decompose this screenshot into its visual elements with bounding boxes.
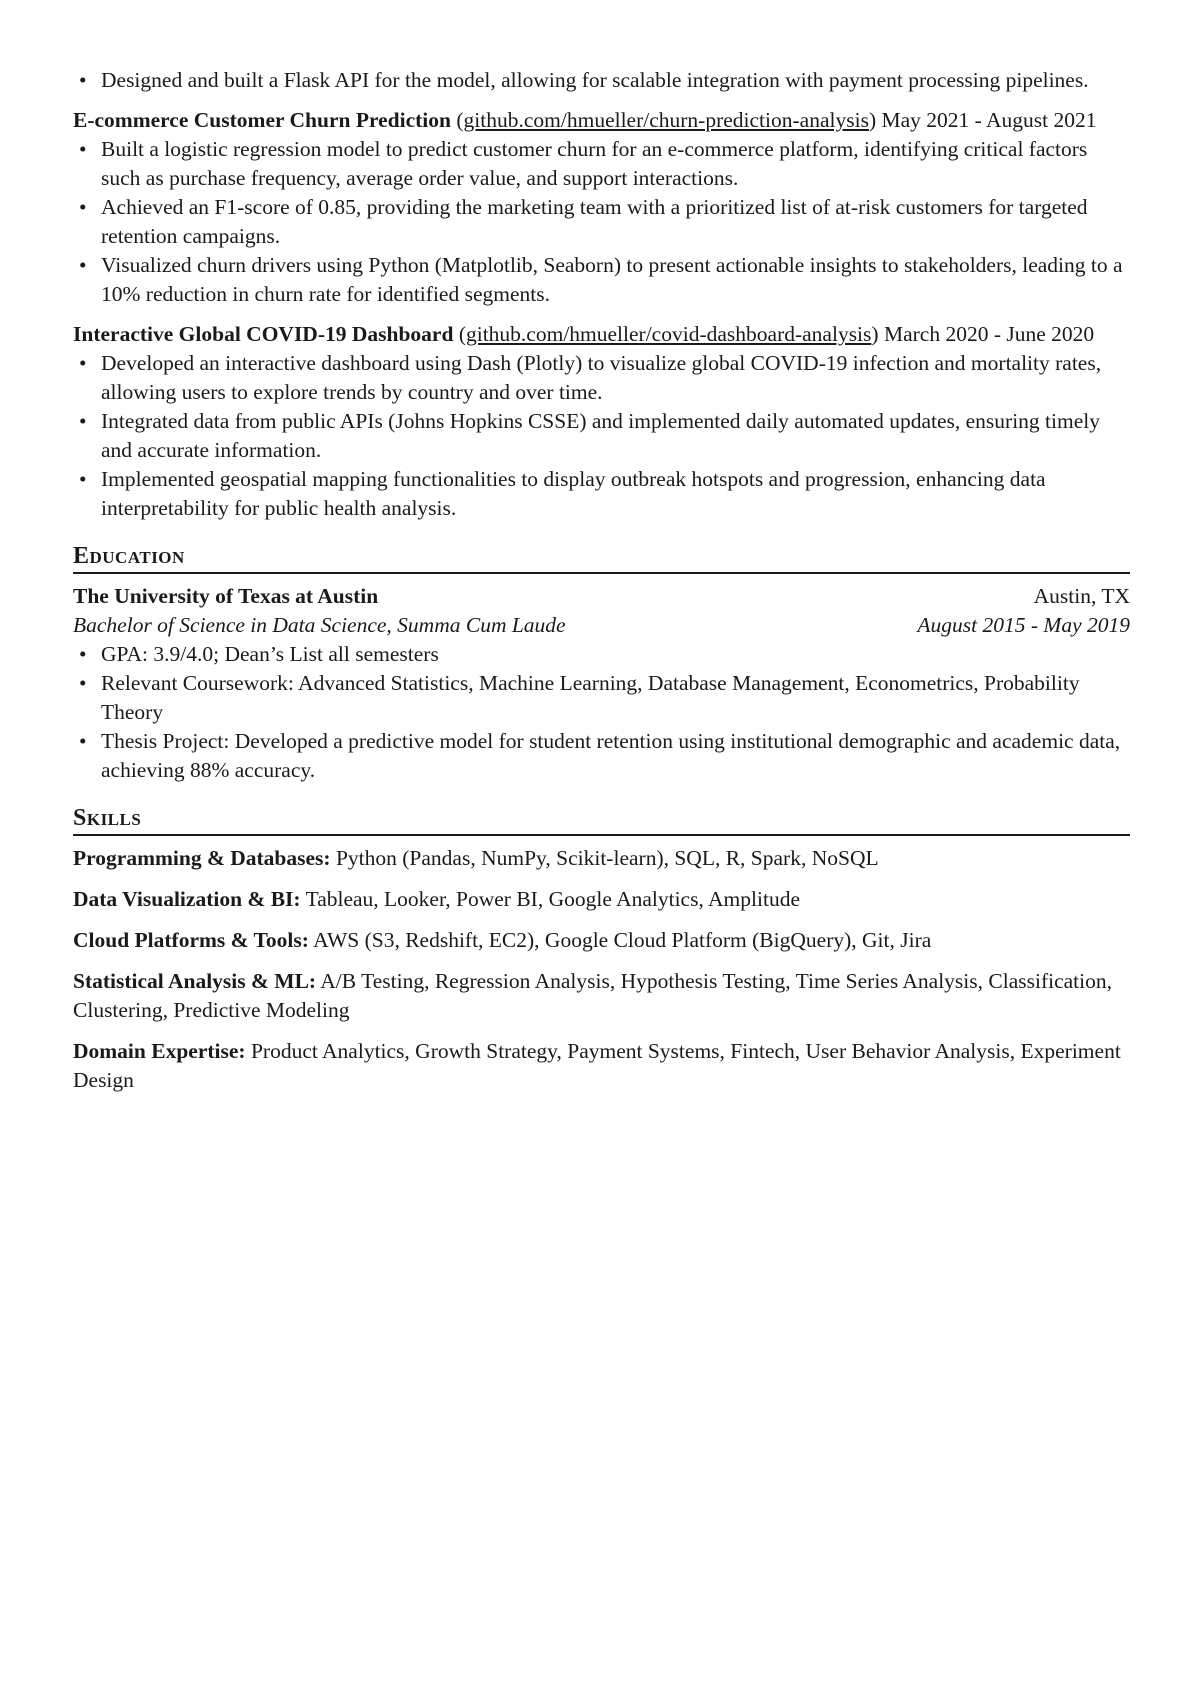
bullet-item: • Integrated data from public APIs (Johns Hopkins CSSE) and implemented daily automated updates, ensuring timely and accurate information. [73,407,1130,465]
degree: Bachelor of Science in Data Science, Summa Cum Laude [73,613,566,637]
skill-line [73,885,1130,914]
bullet-item: • Developed an interactive dashboard using Dash (Plotly) to visualize global COVID-19 infection and mortality rates, allowing users to explore trends by country and over time. [73,349,1130,407]
project-header: E-commerce Customer Churn Prediction (github.com/hmueller/churn-prediction-analysis) May 2021 - August 2021 [73,108,1097,132]
project-dates: March 2020 - June 2020 [883,322,1095,346]
skill-value: Python (Pandas, NumPy, Scikit-learn), SQL, R, Spark, NoSQL [335,846,879,870]
bullet-item: • Built a logistic regression model to predict customer churn for an e-commerce platform, identifying critical factors such as purchase frequency, average order value, and support interactions. [73,135,1130,193]
bullet-item: • Implemented geospatial mapping functionalities to display outbreak hotspots and progression, enhancing data interpretability for public health analysis. [73,465,1130,523]
skill-line [73,967,1130,1025]
education-degree-row [73,611,1130,640]
skill-line [73,1037,1130,1095]
project-link[interactable]: github.com/hmueller/covid-dashboard-analysis [465,322,872,346]
skill-label: Cloud Platforms & Tools: [73,928,309,952]
education-school-row [73,582,1130,611]
resume-page [73,66,1130,1107]
skill-value: Tableau, Looker, Power BI, Google Analytics, Amplitude [305,887,800,911]
skill-line [73,844,1130,873]
project-bullet-list [73,349,1130,523]
bullet-item: • Achieved an F1-score of 0.85, providing the marketing team with a prioritized list of at-risk customers for targeted retention campaigns. [73,193,1130,251]
skill-value: A/B Testing, Regression Analysis, Hypothesis Testing, Time Series Analysis, Classification, Clustering, Predictive Modeling [73,969,1112,1022]
school-location: Austin, TX [1033,584,1130,608]
skill-label: Statistical Analysis & ML: [73,969,317,993]
project-title: E-commerce Customer Churn Prediction [73,108,451,132]
education-heading: Education [73,541,1130,574]
education-dates: August 2015 - May 2019 [917,613,1130,637]
skill-value: AWS (S3, Redshift, EC2), Google Cloud Platform (BigQuery), Git, Jira [313,928,932,952]
project-link[interactable]: github.com/hmueller/churn-prediction-analysis [463,108,869,132]
bullet-item: • Visualized churn drivers using Python (Matplotlib, Seaborn) to present actionable insights to stakeholders, leading to a 10% reduction in churn rate for identified segments. [73,251,1130,309]
project-title: Interactive Global COVID-19 Dashboard [73,322,454,346]
skill-label: Data Visualization & BI: [73,887,301,911]
skills-heading: Skills [73,803,1130,836]
school-name: The University of Texas at Austin [73,584,379,608]
skill-label: Programming & Databases: [73,846,331,870]
intro-bullet-list [73,66,1130,95]
bullet-item: • Relevant Coursework: Advanced Statistics, Machine Learning, Database Management, Econometrics, Probability Theory [73,669,1130,727]
project-bullet-list [73,135,1130,309]
education-bullet-list [73,640,1130,785]
bullet-item: • Designed and built a Flask API for the model, allowing for scalable integration with payment processing pipelines. [73,66,1130,95]
skill-label: Domain Expertise: [73,1039,246,1063]
project-header: Interactive Global COVID-19 Dashboard (github.com/hmueller/covid-dashboard-analysis) March 2020 - June 2020 [73,322,1095,346]
bullet-item: • Thesis Project: Developed a predictive model for student retention using institutional demographic and academic data, achieving 88% accuracy. [73,727,1130,785]
bullet-item: • GPA: 3.9/4.0; Dean’s List all semesters [73,640,1130,669]
skill-value: Product Analytics, Growth Strategy, Payment Systems, Fintech, User Behavior Analysis, Experiment Design [73,1039,1121,1092]
skill-line [73,926,1130,955]
project-dates: May 2021 - August 2021 [881,108,1097,132]
